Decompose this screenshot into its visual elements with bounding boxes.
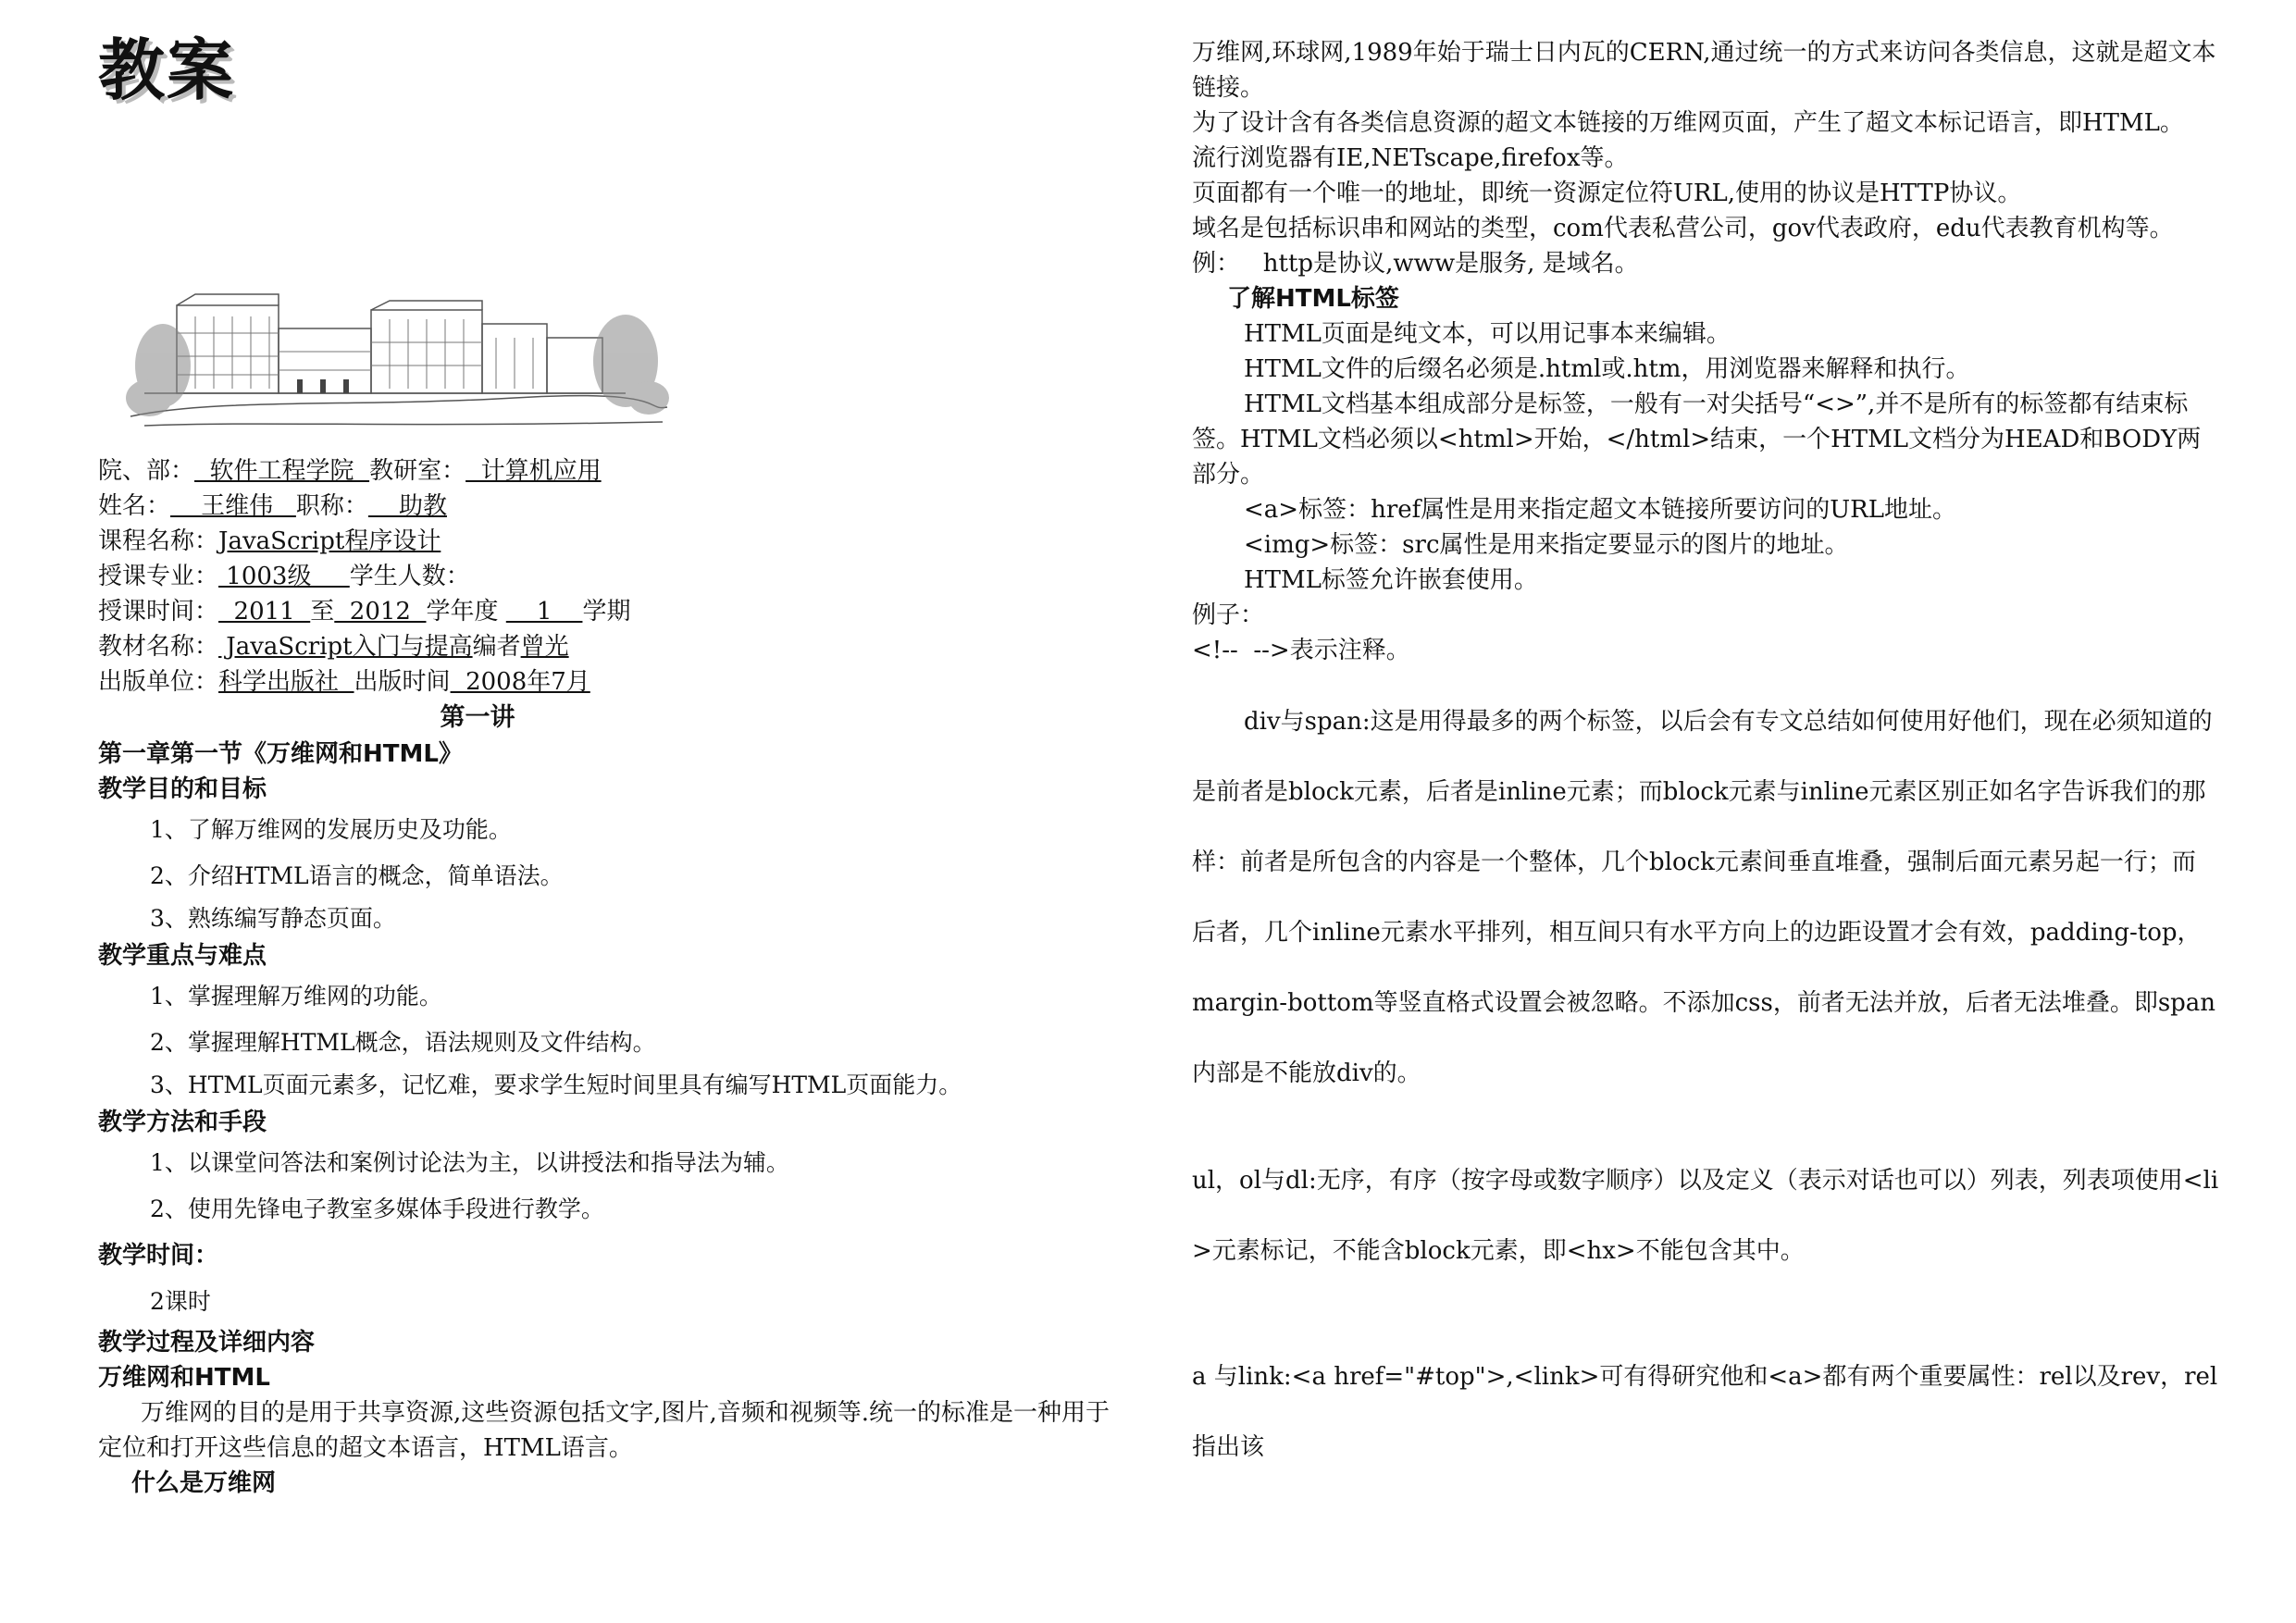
keys-heading: 教学重点与难点 [98, 942, 267, 970]
key-item: 1、掌握理解万维网的功能。 [150, 983, 442, 1010]
html-point: HTML标签允许嵌套使用。 [1244, 566, 1538, 594]
time-value: 2课时 [150, 1288, 211, 1315]
major-line [98, 559, 1116, 594]
comment-note: <!-- -->表示注释。 [1192, 637, 1410, 664]
name-line [98, 489, 1116, 524]
left-column [98, 31, 1116, 1501]
name-value: 王维伟 [170, 492, 296, 520]
dept-label: 院、部： [98, 457, 195, 485]
html-point: HTML文件的后缀名必须是.html或.htm，用浏览器来解释和执行。 [1244, 355, 1970, 383]
method-item: 1、以课堂问答法和案例讨论法为主，以讲授法和指导法为辅。 [150, 1149, 789, 1176]
course-value: JavaScript程序设计 [218, 527, 441, 555]
paragraph-domain: 域名是包括标识串和网站的类型，com代表私营公司，gov代表政府，edu代表教育机构等。 [1192, 215, 2174, 242]
school-year-label: 学年度 [426, 598, 499, 626]
process-heading: 教学过程及详细内容 [98, 1329, 316, 1357]
dept-line [98, 453, 1116, 489]
students-label: 学生人数： [349, 563, 470, 590]
chapter-heading: 第一章第一节《万维网和HTML》 [98, 740, 463, 768]
methods-heading: 教学方法和手段 [98, 1109, 267, 1136]
year-to: 2012 [334, 598, 427, 626]
example-label: 例子： [1192, 601, 1265, 629]
rank-value: 助教 [367, 492, 447, 520]
goal-item: 1、了解万维网的发展历史及功能。 [150, 816, 512, 843]
html-tags-heading: 了解HTML标签 [1227, 285, 1399, 313]
publisher-label: 出版单位： [98, 668, 219, 696]
paragraph-url: 页面都有一个唯一的地址，即统一资源定位符URL,使用的协议是HTTP协议。 [1192, 180, 2022, 207]
goal-item: 2、介绍HTML语言的概念，简单语法。 [150, 862, 564, 889]
office-label: 教研室： [369, 457, 466, 485]
div-span-paragraph: div与span:这是用得最多的两个标签，以后会有专文总结如何使用好他们，现在必须知道的是前者是block元素，后者是inline元素；而block元素与inline元素区别正如名字告诉我们的那样：前者是所包含的内容是一个整体，几个block元素间垂直堆叠，强制后面元素另起一行；而后者，几个inline元素水平排列，相互间只有水平方向上的边距设置才会有效，padding-top，margin-bottom等竖直格式设置会被忽略。不添加css，前者无法并放，后者无法堆叠。即span内部是不能放div的。 [1192, 708, 2216, 1087]
paragraph-browsers: 流行浏览器有IE,NETscape,firefox等。 [1192, 144, 1629, 172]
link-paragraph: a 与link:<a href="#top">,<link>可有得研究他和<a>都有两个重要属性：rel以及rev，rel指出该 [1192, 1363, 2218, 1461]
pubtime-label: 出版时间 [354, 668, 451, 696]
textbook-label: 教材名称： [98, 633, 219, 661]
html-point: <img>标签：src属性是用来指定要显示的图片的地址。 [1244, 531, 1849, 559]
html-point: <a>标签：href属性是用来指定超文本链接所要访问的URL地址。 [1244, 496, 1957, 524]
key-item: 2、掌握理解HTML概念，语法规则及文件结构。 [150, 1029, 656, 1056]
publisher-value: 科学出版社 [218, 668, 354, 696]
office-value: 计算机应用 [465, 457, 602, 485]
major-label: 授课专业： [98, 563, 219, 590]
html-point: HTML页面是纯文本，可以用记事本来编辑。 [1244, 320, 1731, 348]
dept-value: 软件工程学院 [194, 457, 370, 485]
term-value: 1 [505, 598, 583, 626]
web-paragraph: 万维网的目的是用于共享资源,这些资源包括文字,图片,音频和视频等.统一的标准是一种用于定位和打开这些信息的超文本语言，HTML语言。 [98, 1399, 1111, 1462]
time-heading: 教学时间： [98, 1242, 219, 1270]
list-paragraph: ul，ol与dl:无序，有序（按字母或数字顺序）以及定义（表示对话也可以）列表，列表项使用<li>元素标记，不能含block元素，即<hx>不能包含其中。 [1192, 1167, 2219, 1265]
what-heading: 什么是万维网 [131, 1469, 277, 1497]
paragraph-www: 万维网,环球网,1989年始于瑞士日内瓦的CERN,通过统一的方式来访问各类信息，这就是超文本链接。 [1192, 39, 2216, 102]
publisher-line [98, 664, 1116, 700]
paragraph-html-origin: 为了设计含有各类信息资源的超文本链接的万维网页面，产生了超文本标记语言，即HTML。 [1192, 109, 2184, 137]
to-label: 至 [310, 598, 335, 626]
major-value: 1003级 [218, 563, 350, 590]
course-info [98, 453, 1116, 700]
textbook-value: JavaScript入门与提高 [218, 633, 473, 661]
time-label: 授课时间： [98, 598, 219, 626]
rank-label: 职称： [295, 492, 368, 520]
html-point: HTML文档基本组成部分是标签，一般有一对尖括号“<>”,并不是所有的标签都有结束标签。HTML文档必须以<html>开始，</html>结束，一个HTML文档分为HEAD和BODY两部分。 [1192, 390, 2202, 489]
textbook-line [98, 629, 1116, 664]
lecture-heading: 第一讲 [440, 703, 515, 732]
year-from: 2011 [218, 598, 311, 626]
name-label: 姓名： [98, 492, 171, 520]
right-column [1192, 35, 2219, 1482]
course-line [98, 524, 1116, 559]
pubtime-value: 2008年7月 [450, 668, 590, 696]
time-line [98, 594, 1116, 629]
goal-item: 3、熟练编写静态页面。 [150, 905, 396, 932]
course-label: 课程名称： [98, 527, 219, 555]
document-title: 教案 [98, 31, 236, 109]
term-label: 学期 [582, 598, 631, 626]
paragraph-example: 例： http是协议,www是服务, 是域名。 [1192, 250, 1639, 278]
web-heading: 万维网和HTML [98, 1364, 270, 1392]
method-item: 2、使用先锋电子教室多媒体手段进行教学。 [150, 1196, 604, 1222]
editor-label: 编者 [472, 633, 521, 661]
goals-heading: 教学目的和目标 [98, 775, 267, 803]
editor-value: 曾光 [520, 633, 569, 661]
campus-building-illustration [126, 259, 672, 435]
key-item: 3、HTML页面元素多，记忆难，要求学生短时间里具有编写HTML页面能力。 [150, 1072, 962, 1098]
